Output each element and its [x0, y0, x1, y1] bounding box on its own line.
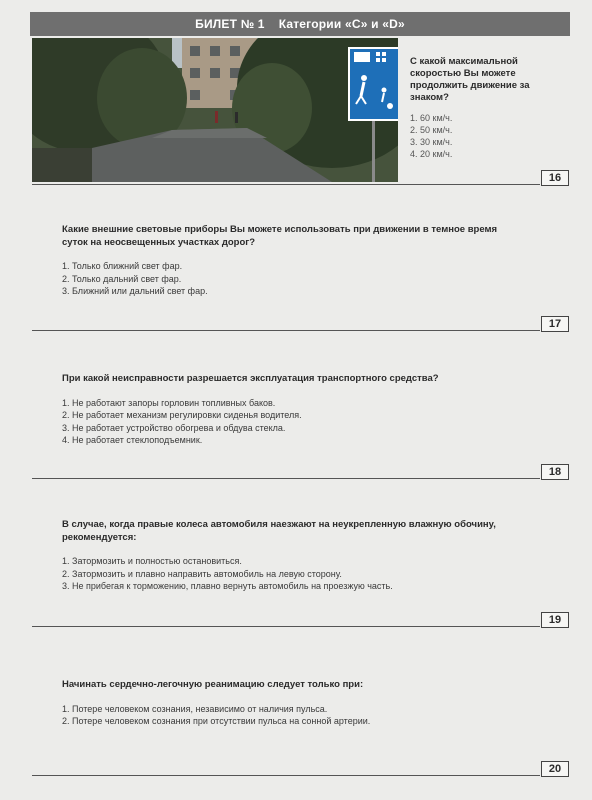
ticket-header [30, 12, 570, 36]
answer-option[interactable]: 2. Не работает механизм регулировки сиденья водителя. [62, 410, 302, 420]
answer-option[interactable]: 2. Потере человеком сознания при отсутствии пульса на сонной артерии. [62, 716, 371, 726]
question-17-options [62, 260, 502, 298]
residential-zone-street-photo [32, 38, 398, 182]
divider-16 [32, 184, 540, 185]
answer-option[interactable]: 3. Ближний или дальний свет фар. [62, 286, 208, 296]
question-19-text: В случае, когда правые колеса автомобиля наезжают на неукрепленную влажную обочину, рекомендуется: [62, 519, 496, 543]
divider-19 [32, 626, 540, 627]
question-19-options [62, 555, 502, 593]
answer-option[interactable]: 4. Не работает стеклоподъемник. [62, 435, 203, 445]
answer-option[interactable]: 1. Только ближний свет фар. [62, 261, 183, 271]
answer-option[interactable]: 1. 60 км/ч. [410, 113, 453, 123]
divider-17 [32, 330, 540, 331]
question-20-text: Начинать сердечно-легочную реанимацию следует только при: [62, 679, 364, 690]
question-18-text: При какой неисправности разрешается эксплуатация транспортного средства? [62, 373, 439, 384]
divider-18 [32, 478, 540, 479]
question-16-text: С какой максимальной скоростью Вы можете продолжить движение за знаком? [410, 56, 530, 103]
answer-option[interactable]: 4. 20 км/ч. [410, 149, 453, 159]
answer-option[interactable]: 2. Затормозить и плавно направить автомобиль на левую сторону. [62, 568, 342, 579]
answer-option[interactable]: 1. Затормозить и полностью остановиться. [62, 556, 242, 566]
answer-option[interactable]: 1. Потере человеком сознания, независимо от наличия пульса. [62, 703, 328, 714]
question-number-18: 18 [541, 464, 569, 480]
ticket-categories: Категории «С» и «D» [278, 17, 405, 31]
answer-option[interactable]: 2. Только дальний свет фар. [62, 273, 182, 284]
question-20 [62, 679, 502, 728]
question-16-photo [32, 38, 398, 182]
question-16-options [410, 112, 570, 160]
divider-20 [32, 775, 540, 776]
answer-option[interactable]: 1. Не работают запоры горловин топливных баков. [62, 397, 276, 408]
question-number-17: 17 [541, 316, 569, 332]
ticket-title: БИЛЕТ № 1 [195, 17, 265, 31]
answer-option[interactable]: 2. 50 км/ч. [410, 125, 453, 135]
question-number-20: 20 [541, 761, 569, 777]
question-18-options [62, 397, 502, 447]
pedestrian-zone-sign-icon [349, 48, 398, 120]
question-number-19: 19 [541, 612, 569, 628]
answer-option[interactable]: 3. Не прибегая к торможению, плавно вернуть автомобиль на проезжую часть. [62, 581, 393, 591]
question-18 [62, 373, 502, 447]
question-number-16: 16 [541, 170, 569, 186]
question-16 [410, 56, 570, 160]
answer-option[interactable]: 3. Не работает устройство обогрева и обдува стекла. [62, 422, 286, 433]
question-17-text: Какие внешние световые приборы Вы можете использовать при движении в темное время суток на неосвещенных участках дорог? [62, 224, 498, 248]
question-19 [62, 519, 502, 593]
question-17 [62, 224, 502, 298]
question-20-options [62, 703, 502, 728]
answer-option[interactable]: 3. 30 км/ч. [410, 137, 453, 147]
